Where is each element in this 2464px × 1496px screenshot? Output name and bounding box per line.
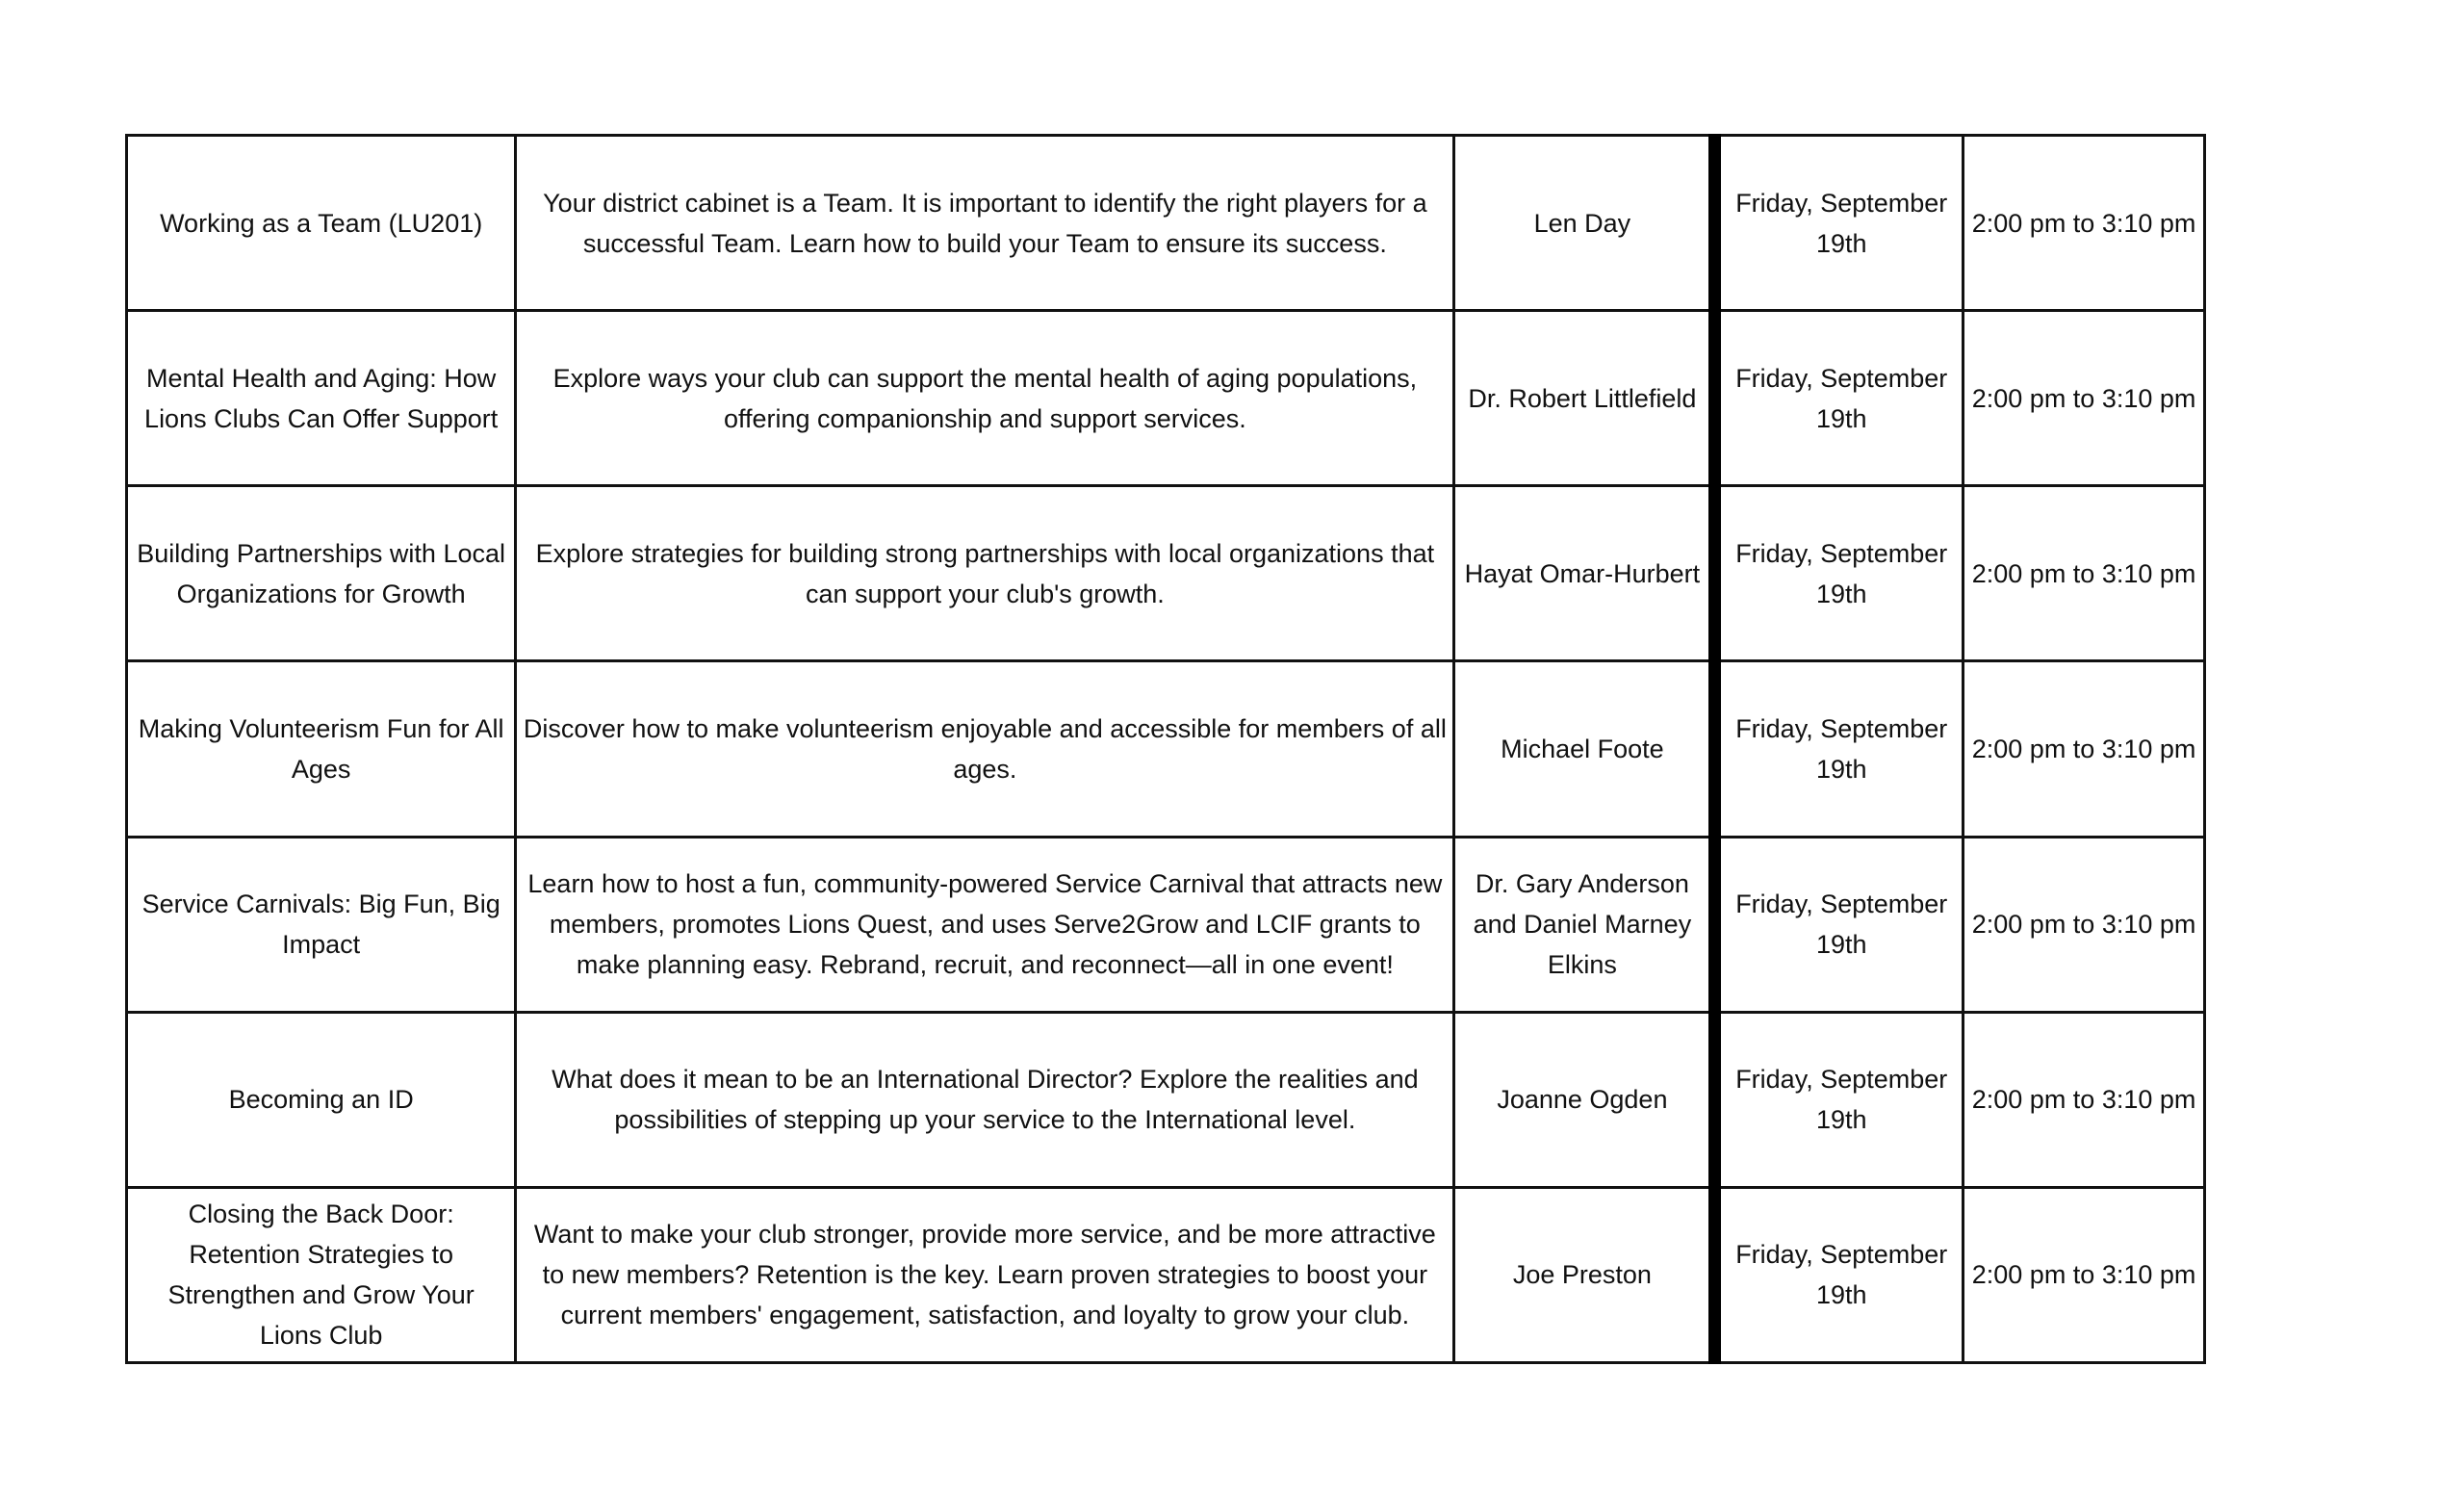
session-description: Want to make your club stronger, provide more service, and be more attractive to new members? Retention is the key. Learn proven strategies to boost your current members' engagement, satisfaction, and loyalty to grow your club.: [516, 1187, 1454, 1362]
session-date: Friday, September 19th: [1715, 661, 1964, 837]
session-time: 2:00 pm to 3:10 pm: [1964, 486, 2205, 661]
session-title: Making Volunteerism Fun for All Ages: [127, 661, 516, 837]
table-row: [127, 661, 2205, 837]
table-row: [127, 136, 2205, 311]
table-row: [127, 1187, 2205, 1362]
table-row: [127, 837, 2205, 1012]
session-speaker: Dr. Robert Littlefield: [1454, 311, 1715, 486]
session-date: Friday, September 19th: [1715, 1187, 1964, 1362]
session-speaker: Hayat Omar-Hurbert: [1454, 486, 1715, 661]
session-time: 2:00 pm to 3:10 pm: [1964, 1012, 2205, 1187]
table-row: [127, 311, 2205, 486]
session-speaker: Joanne Ogden: [1454, 1012, 1715, 1187]
sessions-table: [125, 134, 2206, 1364]
session-time: 2:00 pm to 3:10 pm: [1964, 1187, 2205, 1362]
session-title: Service Carnivals: Big Fun, Big Impact: [127, 837, 516, 1012]
session-time: 2:00 pm to 3:10 pm: [1964, 136, 2205, 311]
session-description: Explore ways your club can support the mental health of aging populations, offering companionship and support services.: [516, 311, 1454, 486]
session-description: What does it mean to be an International Director? Explore the realities and possibilities of stepping up your service to the International level.: [516, 1012, 1454, 1187]
session-title: Building Partnerships with Local Organizations for Growth: [127, 486, 516, 661]
session-time: 2:00 pm to 3:10 pm: [1964, 837, 2205, 1012]
session-description: Discover how to make volunteerism enjoyable and accessible for members of all ages.: [516, 661, 1454, 837]
session-description: Explore strategies for building strong partnerships with local organizations that can support your club's growth.: [516, 486, 1454, 661]
session-speaker: Dr. Gary Anderson and Daniel Marney Elkins: [1454, 837, 1715, 1012]
session-title: Closing the Back Door: Retention Strategies to Strengthen and Grow Your Lions Club: [127, 1187, 516, 1362]
table-row: [127, 1012, 2205, 1187]
session-date: Friday, September 19th: [1715, 486, 1964, 661]
session-date: Friday, September 19th: [1715, 1012, 1964, 1187]
session-speaker: Len Day: [1454, 136, 1715, 311]
session-date: Friday, September 19th: [1715, 837, 1964, 1012]
session-date: Friday, September 19th: [1715, 136, 1964, 311]
session-description: Your district cabinet is a Team. It is important to identify the right players for a successful Team. Learn how to build your Team to ensure its success.: [516, 136, 1454, 311]
session-time: 2:00 pm to 3:10 pm: [1964, 661, 2205, 837]
session-title: Becoming an ID: [127, 1012, 516, 1187]
session-title: Mental Health and Aging: How Lions Clubs Can Offer Support: [127, 311, 516, 486]
table-row: [127, 486, 2205, 661]
session-description: Learn how to host a fun, community-powered Service Carnival that attracts new members, promotes Lions Quest, and uses Serve2Grow and LCIF grants to make planning easy. Rebrand, recruit, and reconnect—all in one event!: [516, 837, 1454, 1012]
session-date: Friday, September 19th: [1715, 311, 1964, 486]
session-speaker: Michael Foote: [1454, 661, 1715, 837]
session-time: 2:00 pm to 3:10 pm: [1964, 311, 2205, 486]
session-title: Working as a Team (LU201): [127, 136, 516, 311]
session-speaker: Joe Preston: [1454, 1187, 1715, 1362]
